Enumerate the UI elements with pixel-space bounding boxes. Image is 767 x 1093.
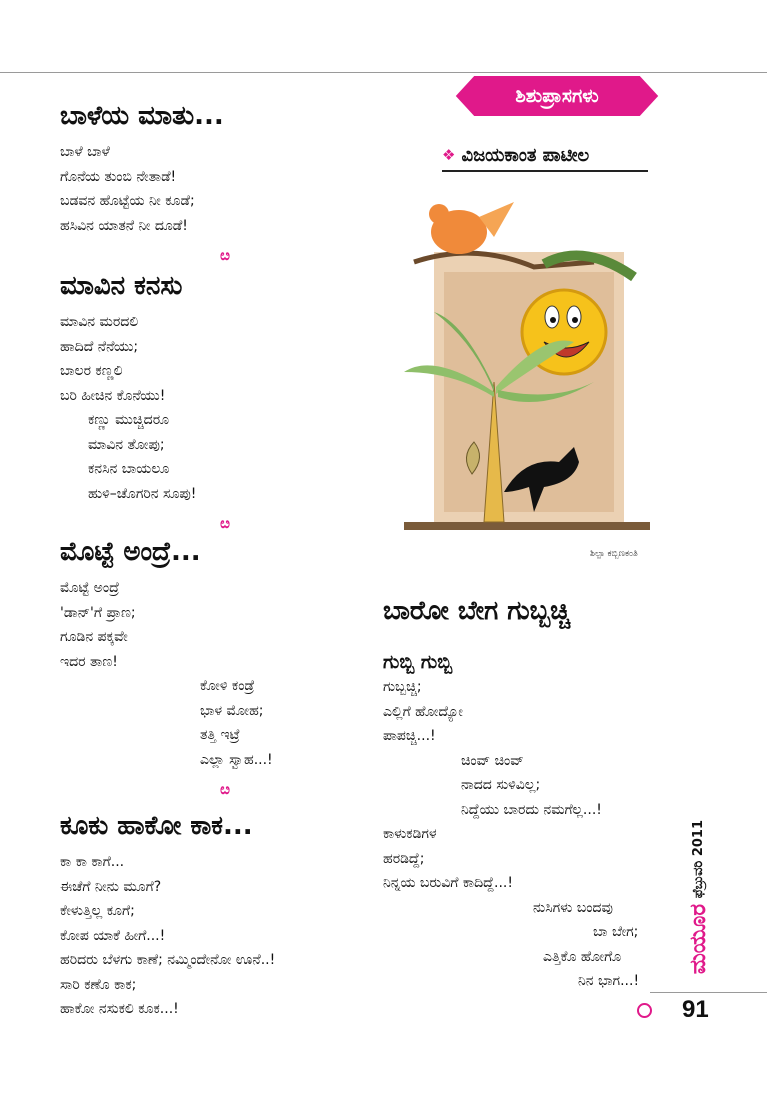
poem-line: ಎತ್ತಿಕೊ ಹೋಗೊ xyxy=(543,948,622,965)
separator-ornament: ೞ xyxy=(220,780,230,798)
poem-line: ಈಚೆಗೆ ನೀನು ಮೂಗೆ? xyxy=(60,878,162,895)
poem-line: ಕಣ್ಣು ಮುಚ್ಚಿದರೂ xyxy=(88,412,170,428)
poem-line: ನಾದದ ಸುಳಿವಿಲ್ಲ; xyxy=(461,777,541,793)
issue-date: ಫೆಬ್ರುವರಿ 2011 xyxy=(690,820,706,899)
poem-line: ಹುಳಿ–ಚೊಗರಿನ ಸೂಪು! xyxy=(88,485,197,502)
magazine-logo: ಮಯೂರ xyxy=(685,904,711,975)
poem-line: ಕಾಳುಕಡಿಗಳ xyxy=(383,826,437,842)
poem-line: ಹಾದಿದೆ ನೆನೆಯು; xyxy=(60,338,139,355)
poem-illustration xyxy=(394,182,660,542)
poem-line: ಗೊನೆಯ ತುಂಬಿ ನೇತಾಡೆ! xyxy=(60,168,177,185)
poem-line: ತತ್ತಿ ಇಟ್ರೆ xyxy=(200,727,240,743)
poem-line: ನಿದ್ದೆಯು ಬಾರದು ನಮಗೆಲ್ಲ...! xyxy=(461,801,602,818)
poem-line: ನಿನ ಭಾಗ...! xyxy=(578,973,640,989)
poem-line: ಬಾಲರ ಕಣ್ಣಲಿ xyxy=(60,363,123,379)
poem-motte-andre xyxy=(60,536,390,806)
poem-line: ಮಾವಿನ ತೋಪು; xyxy=(88,436,165,453)
poem-bArO-bEga-gubbacchi xyxy=(383,595,683,994)
poem-line: ಬಡವನ ಹೊಟ್ಟೆಯ ನೀ ಕೂಡೆ; xyxy=(60,193,195,209)
poem-line: ಇದರ ತಾಣ! xyxy=(60,653,118,670)
poem-line: ಬಾ ಬೇಗ; xyxy=(593,924,639,940)
footer-rule xyxy=(650,992,767,993)
poem-line: ಹಸಿವಿನ ಯಾತನೆ ನೀ ದೂಡೆ! xyxy=(60,217,188,234)
author-name: ವಿಜಯಕಾಂತ ಪಾಟೀಲ xyxy=(461,144,590,166)
author-byline xyxy=(442,140,648,172)
poem-line: ಸಾರಿ ಕಣೊ ಕಾಕ; xyxy=(60,976,137,993)
poem-line: ಗುಬ್ಬಚ್ಚಿ; xyxy=(383,679,422,695)
separator-ornament: ೞ xyxy=(220,514,230,532)
poem-line: ಹರಡಿದ್ದೆ; xyxy=(383,850,425,867)
poem-line: ಗೂಡಿನ ಪಕ್ಕವೇ xyxy=(60,629,128,645)
poem-line: ಚಿಂವ್ ಚಿಂವ್ xyxy=(461,752,524,769)
poem-title: ಬಾಳೆಯ ಮಾತು... xyxy=(60,101,224,131)
poem-line: ಬರಿ ಹೀಚಿನ ಕೊನೆಯು! xyxy=(60,387,166,404)
page-number: 91 xyxy=(682,996,709,1023)
poem-kUku-hAkO-kAka xyxy=(60,810,390,1022)
poem-line: ಕೋಳಿ ಕಂಡ್ರೆ xyxy=(200,678,255,694)
poem-line: ಹರಿದರು ಬೆಳಗು ಕಾಣೆ; ನಮ್ಮಿಂದೇನೋ ಊನೆ..! xyxy=(60,952,276,968)
poem-balEya-mAtu xyxy=(60,100,390,272)
poem-line: ಮಾವಿನ ಮರದಲಿ xyxy=(60,314,139,330)
poem-line: ಕನಸಿನ ಬಾಯಲೂ xyxy=(88,461,170,477)
poem-line: ಕೇಳುತ್ತಿಲ್ಲ ಕೂಗೆ; xyxy=(60,903,135,919)
poem-line: ಬಾಳೆ ಬಾಳೆ xyxy=(60,144,110,160)
poem-line: ಕಾ ಕಾ ಕಾಗೆ... xyxy=(60,854,125,870)
section-title: ಶಿಶುಪ್ರಾಸಗಳು xyxy=(515,85,599,107)
poem-line: ಭಾಳ ಮೋಹ; xyxy=(200,702,264,719)
magazine-sidebar xyxy=(684,820,712,1000)
poem-title: ಬಾರೋ ಬೇಗ ಗುಬ್ಬಚ್ಚಿ xyxy=(383,596,571,626)
poem-title: ಮೊಟ್ಟೆ ಅಂದ್ರೆ... xyxy=(60,537,201,567)
separator-ornament: ೞ xyxy=(220,246,230,264)
circle-bullet-icon xyxy=(637,1003,652,1018)
poem-line: ನಿನ್ನಯ ಬರುವಿಗೆ ಕಾದಿದ್ದೆ...! xyxy=(383,875,513,891)
top-rule xyxy=(0,72,767,73)
illustration-credit: ಶಿಲ್ಪಾ ಕಬ್ಬಿಣಕಂತಿ xyxy=(590,549,638,559)
poem-line: ಎಲ್ಲಾ ಸ್ವಾಹ...! xyxy=(200,751,273,768)
poem-title: ಮಾವಿನ ಕನಸು xyxy=(60,271,183,301)
poem-line: ಗುಬ್ಬಿ ಗುಬ್ಬಿ xyxy=(383,651,453,673)
poem-line: ಎಲ್ಲಿಗೆ ಹೋದ್ಯೋ xyxy=(383,703,463,720)
section-badge xyxy=(442,76,672,116)
poem-title: ಕೂಕು ಹಾಕೋ ಕಾಕ... xyxy=(60,811,253,841)
poem-line: ಮೊಟ್ಟೆ ಅಂದ್ರೆ xyxy=(60,580,120,596)
poem-line: 'ಡಾನ್'ಗೆ ಪ್ರಾಣ; xyxy=(60,604,136,621)
poem-line: ಕೋಪ ಯಾಕೆ ಹೀಗೆ...! xyxy=(60,927,166,944)
poem-mAvina-kanasu xyxy=(60,270,390,540)
poem-line: ಹಾಕೋ ನಸುಕಲಿ ಕೂಕ...! xyxy=(60,1001,179,1017)
diamond-icon: ❖ xyxy=(442,146,456,164)
poem-line: ಪಾಪಚ್ಚಿ...! xyxy=(383,728,436,744)
poem-line: ನುಸಿಗಳು ಬಂದವು xyxy=(533,899,613,916)
